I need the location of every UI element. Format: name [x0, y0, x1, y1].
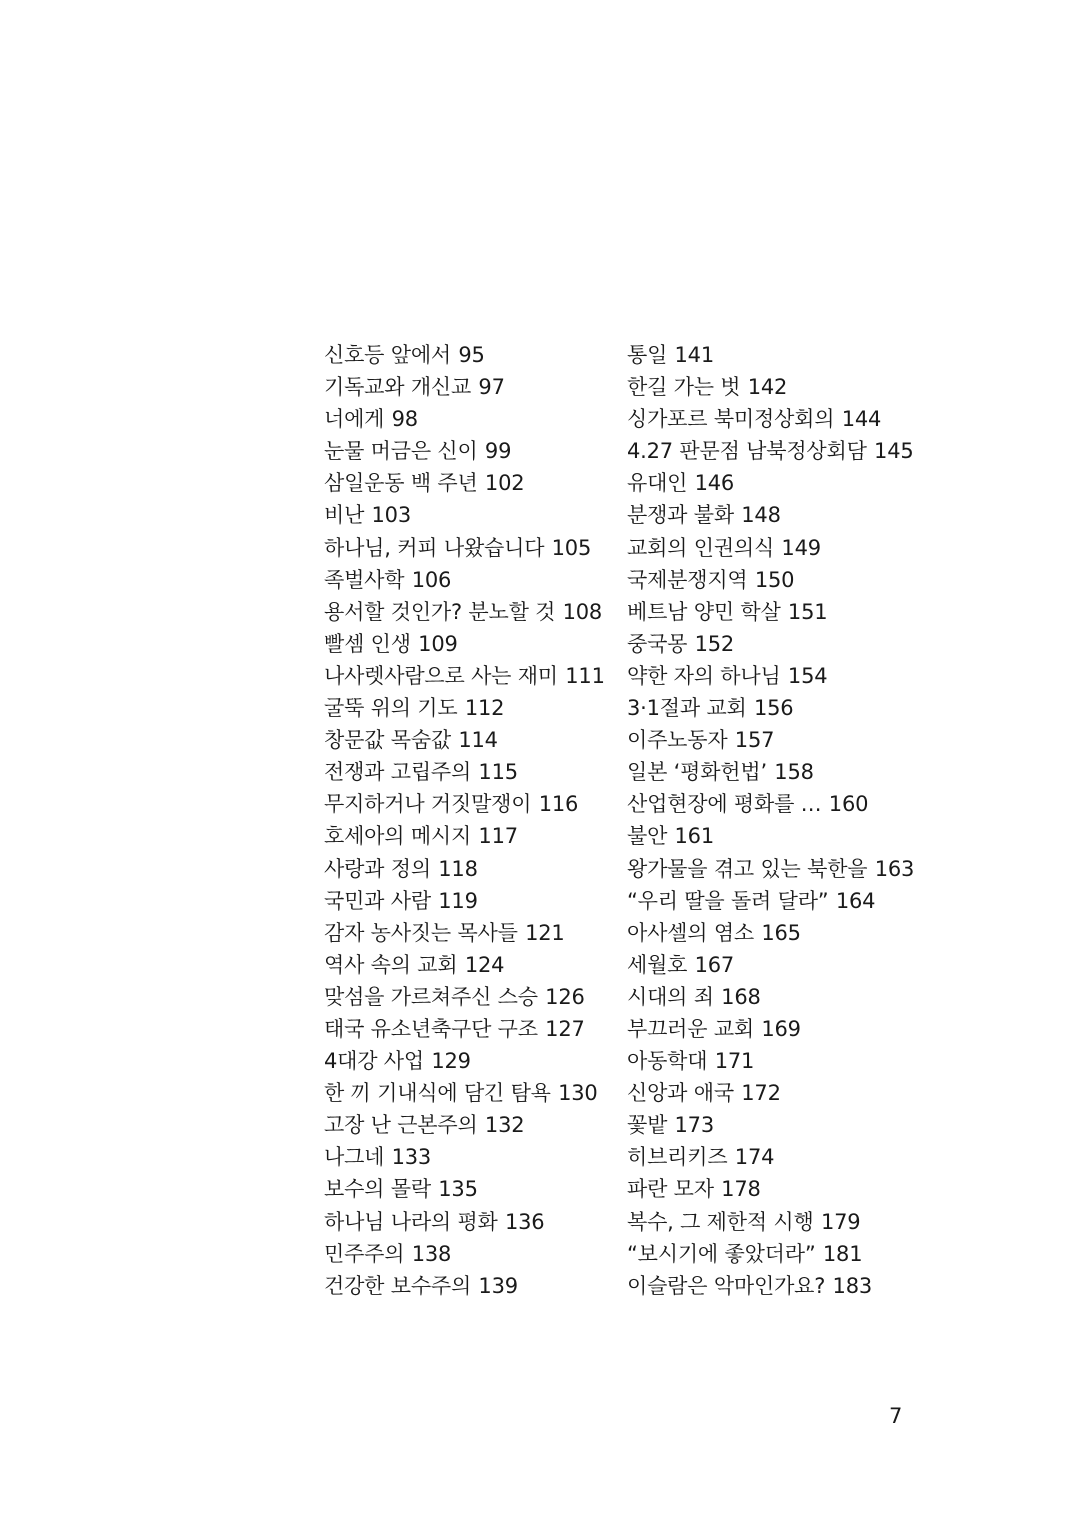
- toc-entry-page: 114: [458, 728, 498, 753]
- toc-entry-page: 154: [787, 663, 828, 688]
- toc-entry: [324, 403, 614, 435]
- toc-entry: [627, 1238, 927, 1270]
- toc-entry-page: 98: [391, 407, 418, 432]
- toc-entry-page: 106: [411, 567, 452, 592]
- toc-entry-title: 민주주의: [324, 1241, 405, 1266]
- toc-entry: [324, 371, 614, 403]
- toc-entry-title: 고장 난 근본주의: [324, 1113, 478, 1138]
- toc-entry-title: 꽃밭: [627, 1113, 668, 1138]
- toc-entry-page: 115: [478, 760, 518, 785]
- toc-entry: [324, 339, 614, 371]
- toc-entry-page: 148: [741, 503, 781, 528]
- toc-entry-page: 127: [545, 1016, 585, 1041]
- toc-entry-title: 4대강 사업: [324, 1049, 424, 1074]
- toc-entry: [627, 467, 927, 499]
- toc-entry-title: 사랑과 정의: [324, 856, 431, 881]
- toc-entry-title: 창문값 목숨값: [324, 728, 451, 753]
- toc-entry: [627, 949, 927, 981]
- toc-entry: [627, 1077, 927, 1109]
- toc-entry-title: 맞섬을 가르쳐주신 스승: [324, 984, 538, 1009]
- toc-entry: [324, 1045, 614, 1077]
- toc-entry: [627, 403, 927, 435]
- toc-entry: [324, 724, 614, 756]
- toc-entry-page: 173: [674, 1113, 714, 1138]
- toc-entry-page: 112: [464, 696, 505, 721]
- toc-entry-page: 119: [438, 888, 478, 913]
- toc-entry: [627, 371, 927, 403]
- toc-entry-page: 97: [478, 375, 505, 400]
- toc-entry-page: 172: [741, 1081, 781, 1106]
- toc-entry-page: 116: [538, 792, 579, 817]
- toc-entry-page: 158: [774, 760, 814, 785]
- toc-entry-page: 105: [551, 535, 592, 560]
- toc-entry-title: 비난: [324, 503, 365, 528]
- toc-entry: [627, 981, 927, 1013]
- toc-entry-title: 산업현장에 평화를 …: [627, 792, 822, 817]
- toc-entry-title: 중국몽: [627, 631, 688, 656]
- toc-entry: [627, 692, 927, 724]
- toc-entry-page: 121: [525, 920, 565, 945]
- toc-entry-title: 국민과 사람: [324, 888, 431, 913]
- toc-entry-title: 세월호: [627, 952, 688, 977]
- toc-entry-title: 한 끼 기내식에 담긴 탐욕: [324, 1081, 551, 1106]
- toc-entry-page: 178: [721, 1177, 761, 1202]
- toc-entry: [324, 435, 614, 467]
- toc-entry-title: 나그네: [324, 1145, 385, 1170]
- toc-entry-page: 183: [832, 1273, 873, 1298]
- toc-entry-page: 179: [820, 1209, 861, 1234]
- toc-entry-page: 117: [478, 824, 518, 849]
- toc-entry-page: 141: [674, 343, 714, 367]
- toc-entry-title: 신앙과 애국: [627, 1081, 734, 1106]
- toc-entry: [324, 692, 614, 724]
- toc-entry-title: 싱가포르 북미정상회의: [627, 407, 835, 432]
- toc-left-column: [324, 339, 614, 1302]
- toc-entry-page: 174: [734, 1145, 775, 1170]
- toc-entry-title: 아동학대: [627, 1049, 708, 1074]
- toc-entry-title: 히브리키즈: [627, 1145, 728, 1170]
- toc-entry-page: 126: [545, 984, 585, 1009]
- toc-entry-page: 171: [714, 1049, 755, 1074]
- toc-entry-title: 삼일운동 백 주년: [324, 471, 478, 496]
- toc-entry: [324, 532, 614, 564]
- toc-entry-page: 102: [484, 471, 525, 496]
- toc-entry: [324, 467, 614, 499]
- toc-entry-title: 통일: [627, 343, 668, 367]
- toc-entry-title: 족벌사학: [324, 567, 405, 592]
- toc-entry: [324, 820, 614, 852]
- toc-entry: [627, 435, 927, 467]
- toc-entry-title: 왕가물을 겪고 있는 북한을: [627, 856, 868, 881]
- toc-entry-page: 157: [734, 728, 775, 753]
- toc-entry: [324, 1141, 614, 1173]
- toc-entry-title: 교회의 인권의식: [627, 535, 775, 560]
- toc-entry: [627, 628, 927, 660]
- toc-right-column: [627, 339, 927, 1302]
- toc-entry-title: 보수의 몰락: [324, 1177, 431, 1202]
- toc-entry: [324, 499, 614, 531]
- toc-entry: [627, 756, 927, 788]
- toc-entry-title: 유대인: [627, 471, 688, 496]
- toc-entry: [627, 820, 927, 852]
- toc-entry-page: 149: [781, 535, 821, 560]
- toc-entry-title: 전쟁과 고립주의: [324, 760, 472, 785]
- toc-entry: [324, 596, 614, 628]
- toc-entry: [324, 949, 614, 981]
- toc-entry-title: 기독교와 개신교: [324, 375, 472, 400]
- toc-entry-title: 건강한 보수주의: [324, 1273, 472, 1298]
- toc-entry-page: 103: [371, 503, 411, 528]
- toc-entry-page: 145: [874, 439, 914, 464]
- toc-entry-title: 분쟁과 불화: [627, 503, 734, 528]
- toc-entry: [627, 1013, 927, 1045]
- toc-entry: [627, 499, 927, 531]
- toc-entry: [627, 339, 927, 371]
- toc-entry-title: 너에게: [324, 407, 385, 432]
- toc-entry-page: 144: [841, 407, 882, 432]
- toc-entry-title: 파란 모자: [627, 1177, 714, 1202]
- toc-entry-title: 국제분쟁지역: [627, 567, 748, 592]
- toc-entry-title: 눈물 머금은 신이: [324, 439, 478, 464]
- toc-entry: [324, 564, 614, 596]
- toc-entry-title: 이슬람은 악마인가요?: [627, 1273, 826, 1298]
- toc-entry: [627, 917, 927, 949]
- toc-entry: [627, 596, 927, 628]
- toc-entry-title: 무지하거나 거짓말쟁이: [324, 792, 532, 817]
- toc-entry: [627, 1109, 927, 1141]
- toc-entry: [324, 756, 614, 788]
- toc-entry: [627, 564, 927, 596]
- toc-entry: [627, 1270, 927, 1302]
- toc-entry-page: 118: [438, 856, 478, 881]
- toc-entry-title: 이주노동자: [627, 728, 728, 753]
- toc-entry: [324, 1238, 614, 1270]
- toc-entry-title: “보시기에 좋았더라”: [627, 1241, 816, 1266]
- toc-entry-title: 신호등 앞에서: [324, 343, 451, 367]
- toc-entry-title: 나사렛사람으로 사는 재미: [324, 663, 558, 688]
- toc-entry-page: 132: [484, 1113, 525, 1138]
- toc-entry: [627, 660, 927, 692]
- toc-entry-page: 108: [562, 599, 603, 624]
- toc-entry: [627, 724, 927, 756]
- toc-entry: [324, 853, 614, 885]
- toc-entry-title: 베트남 양민 학살: [627, 599, 781, 624]
- toc-entry: [324, 1206, 614, 1238]
- toc-entry-page: 156: [753, 696, 794, 721]
- toc-entry-page: 139: [478, 1273, 518, 1298]
- toc-entry-title: 하나님 나라의 평화: [324, 1209, 498, 1234]
- toc-entry-title: 약한 자의 하나님: [627, 663, 781, 688]
- toc-entry-title: 시대의 죄: [627, 984, 714, 1009]
- toc-entry-page: 168: [721, 984, 761, 1009]
- toc-entry-title: “우리 딸을 돌려 달라”: [627, 888, 829, 913]
- toc-entry-page: 160: [828, 792, 869, 817]
- toc-entry-title: 복수, 그 제한적 시행: [627, 1209, 814, 1234]
- toc-entry-title: 3·1절과 교회: [627, 696, 747, 721]
- toc-entry-page: 95: [458, 343, 485, 367]
- toc-entry: [324, 917, 614, 949]
- toc-entry-title: 용서할 것인가? 분노할 것: [324, 599, 556, 624]
- toc-entry: [627, 1206, 927, 1238]
- toc-entry: [627, 1173, 927, 1205]
- toc-entry-page: 142: [747, 375, 788, 400]
- toc-entry: [627, 853, 927, 885]
- toc-entry-page: 124: [464, 952, 505, 977]
- toc-entry-page: 99: [484, 439, 512, 464]
- toc-entry-title: 호세아의 메시지: [324, 824, 472, 849]
- toc-entry-title: 역사 속의 교회: [324, 952, 458, 977]
- toc-entry: [324, 1270, 614, 1302]
- toc-entry: [324, 1013, 614, 1045]
- toc-entry-title: 부끄러운 교회: [627, 1016, 754, 1041]
- toc-entry: [324, 981, 614, 1013]
- toc-entry: [627, 788, 927, 820]
- toc-entry-title: 굴뚝 위의 기도: [324, 696, 458, 721]
- toc-entry-page: 167: [694, 952, 735, 977]
- toc-entry-page: 133: [391, 1145, 432, 1170]
- toc-entry: [324, 788, 614, 820]
- toc-entry: [324, 1173, 614, 1205]
- toc-entry-title: 일본 ‘평화헌법’: [627, 760, 767, 785]
- toc-entry-page: 150: [754, 567, 795, 592]
- toc-entry: [324, 1077, 614, 1109]
- toc-entry-title: 하나님, 커피 나왔습니다: [324, 535, 545, 560]
- toc-entry-page: 146: [694, 471, 735, 496]
- toc-entry-page: 181: [822, 1241, 863, 1266]
- toc-entry: [324, 1109, 614, 1141]
- toc-entry-page: 135: [438, 1177, 478, 1202]
- toc-entry-page: 161: [674, 824, 714, 849]
- toc-entry: [627, 532, 927, 564]
- toc-entry-title: 아사셀의 염소: [627, 920, 754, 945]
- toc-entry-page: 109: [418, 631, 458, 656]
- toc-entry-page: 130: [558, 1081, 598, 1106]
- toc-entry-page: 151: [787, 599, 828, 624]
- toc-entry-page: 165: [761, 920, 801, 945]
- toc-entry-page: 152: [694, 631, 735, 656]
- toc-entry: [627, 1045, 927, 1077]
- toc-entry: [324, 885, 614, 917]
- toc-entry: [324, 628, 614, 660]
- toc-entry-page: 111: [565, 663, 605, 688]
- toc-entry-title: 4.27 판문점 남북정상회담: [627, 439, 867, 464]
- toc-entry-page: 163: [874, 856, 915, 881]
- toc-entry-title: 빨셈 인생: [324, 631, 411, 656]
- toc-entry-page: 164: [835, 888, 876, 913]
- toc-entry: [627, 885, 927, 917]
- toc-entry-page: 136: [504, 1209, 545, 1234]
- page-number: 7: [889, 1404, 903, 1428]
- toc-entry-title: 한길 가는 벗: [627, 375, 741, 400]
- toc-entry: [324, 660, 614, 692]
- toc-entry-title: 불안: [627, 824, 668, 849]
- toc-entry-page: 138: [411, 1241, 452, 1266]
- toc-entry-page: 169: [761, 1016, 801, 1041]
- toc-entry: [627, 1141, 927, 1173]
- toc-entry-title: 태국 유소년축구단 구조: [324, 1016, 538, 1041]
- toc-entry-title: 감자 농사짓는 목사들: [324, 920, 518, 945]
- toc-entry-page: 129: [431, 1049, 471, 1074]
